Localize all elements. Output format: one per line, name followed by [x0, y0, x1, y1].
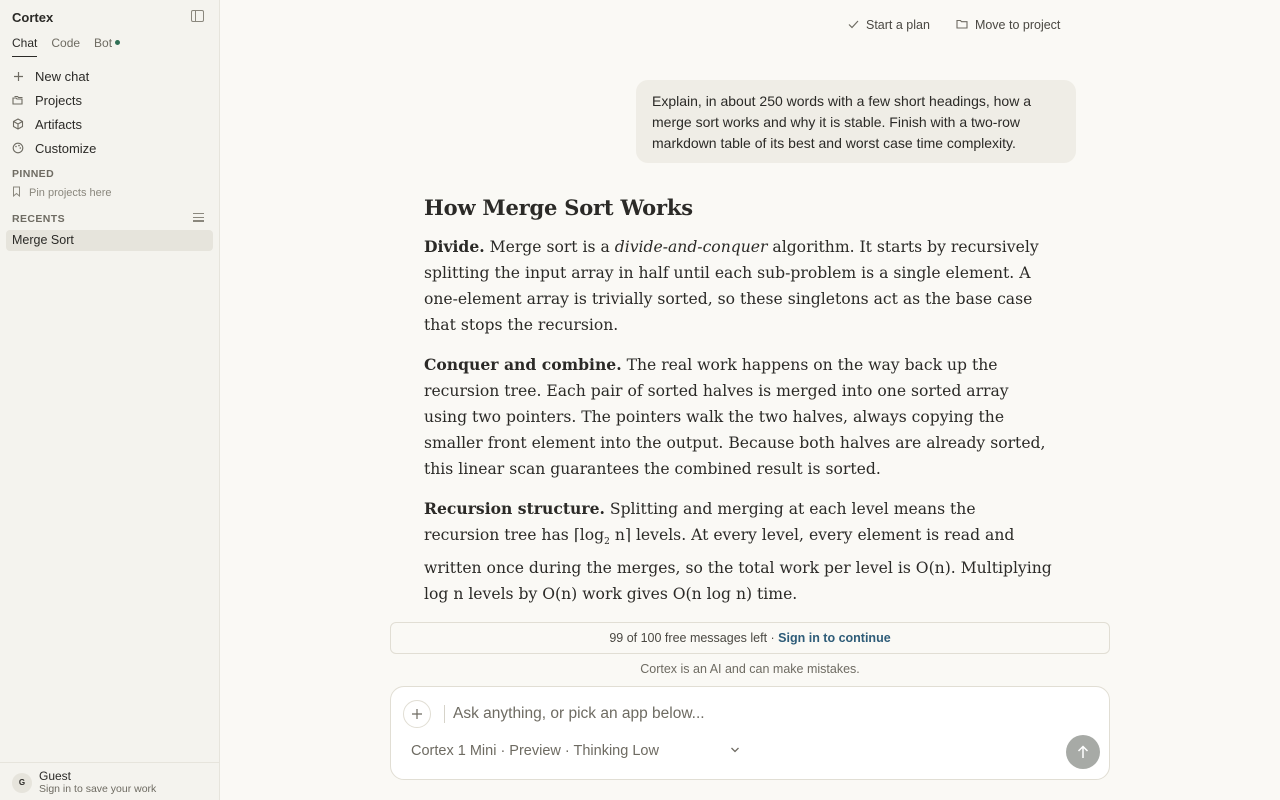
sidebar-item-label: Projects — [35, 92, 82, 108]
sidebar-item-artifacts[interactable] — [6, 112, 213, 136]
paragraph-text: n⌉ levels. At every level, every element is read and written once during the merges, so the total work per level is O(n). Multiplying log n levels by O(n) work gives O(n log n) time. — [424, 526, 1052, 604]
arrow-up-icon — [1077, 745, 1089, 759]
tab-code[interactable]: Code — [51, 36, 81, 50]
paragraph-text: Merge sort is a — [484, 238, 615, 256]
status-dot-icon — [115, 40, 120, 45]
paragraph-text: Splitting and merging at each level means the recursion tree has ⌈log — [424, 500, 976, 544]
recent-chat-item[interactable]: Merge Sort — [6, 230, 213, 251]
recents-heading: RECENTS — [12, 213, 65, 225]
bookmark-icon — [12, 186, 22, 200]
top-actions — [848, 18, 1060, 32]
cube-icon — [12, 118, 24, 130]
paragraph-text: The real work happens on the way back up the recursion tree. Each pair of sorted halves is merged into one sorted array using two pointers. The pointers walk the two halves, always copying the smaller front element into the output. Because both halves are already sorted, this linear scan guarantees the combined result is sorted. — [424, 356, 1046, 478]
attach-button[interactable] — [403, 700, 431, 728]
quota-text: 99 of 100 free messages left · — [609, 631, 779, 645]
palette-icon — [12, 142, 24, 154]
sidebar-nav — [6, 64, 213, 160]
sidebar-item-label: New chat — [35, 68, 90, 84]
filter-icon[interactable] — [193, 213, 204, 223]
composer — [390, 686, 1110, 780]
move-to-project-button[interactable] — [956, 18, 1060, 32]
tab-bot[interactable] — [94, 36, 120, 56]
response-paragraph-conquer — [424, 352, 1054, 482]
plus-icon — [12, 70, 24, 82]
paragraph-lead: Conquer and combine. — [424, 355, 622, 374]
paragraph-lead: Recursion structure. — [424, 499, 605, 518]
user-name: Guest — [39, 769, 72, 783]
paragraph-lead: Divide. — [424, 237, 485, 256]
move-to-project-label: Move to project — [974, 18, 1061, 32]
tab-chat[interactable]: Chat — [12, 36, 37, 56]
divider — [444, 705, 445, 723]
mode-tabs — [12, 36, 120, 56]
tab-bot-label: Bot — [94, 36, 113, 50]
sidebar-item-customize[interactable] — [6, 136, 213, 160]
sign-in-link[interactable]: Sign in to continue — [778, 631, 891, 645]
pin-hint — [12, 186, 112, 200]
chevron-down-icon[interactable] — [730, 745, 740, 755]
subscript-text: 2 — [604, 537, 610, 548]
response-heading: How Merge Sort Works — [424, 195, 693, 220]
disclaimer: Cortex is an AI and can make mistakes. — [640, 662, 860, 676]
paragraph-text: algorithm. It starts by recursively splitting the input array in half until each sub-problem is a single element. A one-element array is trivially sorted, so these singletons act as the base case that stops the recursion. — [424, 238, 1039, 334]
response-paragraph-divide — [424, 234, 1054, 338]
send-button[interactable] — [1066, 735, 1100, 769]
folder-icon — [956, 18, 968, 32]
folders-icon — [12, 94, 24, 106]
sidebar-item-projects[interactable] — [6, 88, 213, 112]
user-subtitle: Sign in to save your work — [39, 783, 157, 795]
sidebar-item-label: Artifacts — [35, 116, 82, 132]
start-plan-label: Start a plan — [866, 18, 930, 32]
sidebar-item-label: Customize — [35, 140, 97, 156]
pinned-heading: PINNED — [12, 168, 55, 180]
new-chat-button[interactable] — [6, 64, 213, 88]
user-message: Explain, in about 250 words with a few short headings, how a merge sort works and why it is stable. Finish with a two-row markdown table of its best and worst case time complexity. — [636, 80, 1076, 163]
prompt-input[interactable] — [453, 702, 1053, 726]
plus-icon — [411, 708, 423, 720]
sidebar — [0, 0, 220, 800]
start-plan-button[interactable] — [848, 18, 930, 32]
check-icon — [848, 18, 859, 32]
message-quota-banner — [390, 622, 1110, 654]
app-name: Cortex — [12, 10, 54, 25]
response-paragraph-recursion — [424, 496, 1054, 607]
pin-hint-text: Pin projects here — [29, 187, 112, 199]
user-profile[interactable] — [0, 762, 219, 800]
model-selector[interactable]: Cortex 1 Mini · Preview · Thinking Low — [411, 743, 659, 759]
assistant-response — [424, 195, 1054, 621]
avatar: G — [12, 773, 32, 793]
emphasis-text: divide-and-conquer — [614, 238, 768, 256]
collapse-sidebar-icon[interactable] — [191, 10, 204, 22]
